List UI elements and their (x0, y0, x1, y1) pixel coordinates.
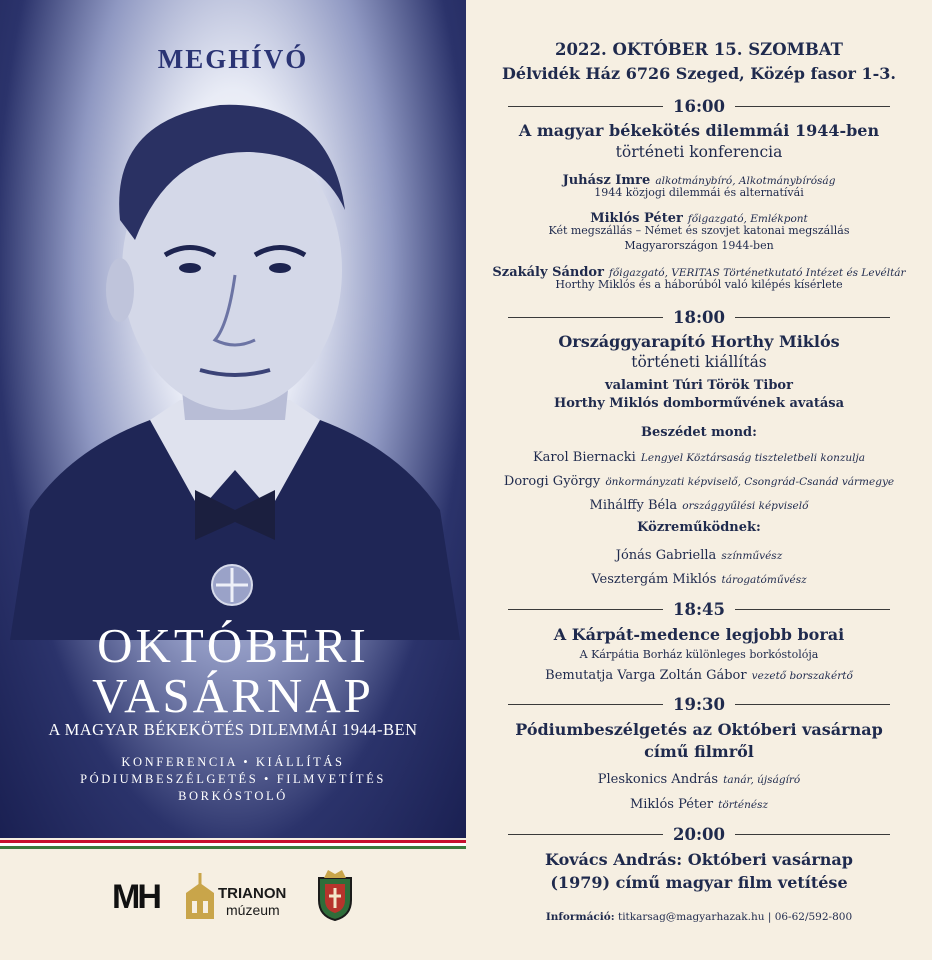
time-1930: 19:30 (673, 694, 726, 714)
topic-szakaly: Horthy Miklós és a háborúból való kilépés kísérlete (555, 278, 843, 291)
time-2000: 20:00 (673, 824, 726, 844)
contributors-heading: Közreműködnek: (637, 520, 761, 535)
speaker-dorogi: Dorogi György önkormányzati képviselő, Csongrád-Csanád vármegye (503, 474, 895, 489)
exhibition-title: Országgyarapító Horthy Miklós (558, 332, 840, 351)
relief-line2: Horthy Miklós domborművének avatása (553, 396, 845, 411)
topic-miklos-line2: Magyarországon 1944-ben (624, 239, 774, 252)
muzeum-logo-text: múzeum (226, 902, 280, 918)
trianon-logo-text: TRIANON (218, 885, 287, 902)
portrait-illustration (0, 40, 466, 640)
poster-subtitle: A MAGYAR BÉKEKÖTÉS DILEMMÁI 1944-BEN (48, 720, 418, 739)
time-divider-1800 (508, 306, 890, 328)
speaker-biernacki: Karol Biernacki Lengyel Köztársaság tiszteletbeli konzulja (532, 450, 866, 465)
contributor-jonas: Jónás Gabriella színművész (615, 548, 783, 563)
time-divider-1845 (508, 598, 890, 620)
panel-title-line1: Pódiumbeszélgetés az Októberi vasárnap (515, 720, 883, 739)
panel-title-line2: című filmről (644, 742, 754, 761)
wine-presenter: Bemutatja Varga Zoltán Gábor vezető borszakértő (545, 668, 853, 683)
info-label: Információ: (545, 911, 615, 923)
wine-title: A Kárpát-medence legjobb borai (553, 625, 845, 644)
flag-stripe-green (0, 846, 466, 849)
time-divider-2000 (508, 823, 890, 845)
time-divider-1930 (508, 693, 890, 715)
speaker-miklos: Miklós Péter főigazgató, Emlékpont (590, 211, 808, 226)
program-panel (466, 0, 932, 960)
panelist-pleskonics: Pleskonics András tanár, újságíró (597, 772, 801, 787)
panelist-miklos: Miklós Péter történész (629, 797, 769, 812)
topic-miklos-line1: Két megszállás – Német és szovjet katonai megszállás (548, 224, 850, 237)
wine-line1: A Kárpátia Borház különleges borkóstolója (579, 648, 819, 661)
contact-info (466, 911, 932, 923)
info-text[interactable]: titkarsag@magyarhazak.hu | 06-62/592-800 (617, 911, 853, 923)
poster (0, 0, 466, 838)
speech-heading: Beszédet mond: (641, 425, 757, 440)
film-title-line1: Kovács András: Októberi vasárnap (545, 850, 853, 869)
poster-events-line3: BORKÓSTOLÓ (178, 789, 288, 803)
event-venue: Délvidék Ház 6726 Szeged, Közép fasor 1-3. (502, 64, 896, 83)
poster-events-line1: KONFERENCIA • KIÁLLÍTÁS (121, 755, 345, 769)
relief-line1: valamint Túri Török Tibor (605, 378, 793, 393)
speaker-szakaly: Szakály Sándor főigazgató, VERITAS Történetkutató Intézet és Levéltár (492, 265, 906, 280)
exhibition-subtitle: történeti kiállítás (631, 353, 767, 371)
poster-title-line2: VASÁRNAP (92, 668, 374, 723)
event-date: 2022. OKTÓBER 15. SZOMBAT (555, 40, 843, 59)
time-1600: 16:00 (673, 96, 726, 116)
coat-of-arms-icon (316, 868, 354, 922)
conference-subtitle: történeti konferencia (615, 143, 783, 161)
mh-logo: MH (112, 878, 159, 916)
time-divider-1600 (508, 95, 890, 117)
time-1845: 18:45 (673, 599, 726, 619)
film-title-line2: (1979) című magyar film vetítése (550, 873, 848, 892)
poster-events-line2: PÓDIUMBESZÉLGETÉS • FILMVETÍTÉS (80, 772, 386, 786)
time-1800: 18:00 (673, 307, 726, 327)
conference-title: A magyar békekötés dilemmái 1944-ben (518, 121, 880, 140)
poster-title-line1: OKTÓBERI (97, 618, 369, 673)
invite-label: MEGHÍVÓ (157, 44, 309, 74)
speaker-juhasz: Juhász Imre alkotmánybíró, Alkotmánybíróság (562, 173, 836, 188)
topic-juhasz: 1944 közjogi dilemmái és alternatívái (594, 186, 804, 199)
speaker-mihalffy: Mihálffy Béla országgyűlési képviselő (589, 498, 809, 513)
contributor-vesztergam: Vesztergám Miklós tárogatóművész (591, 572, 807, 587)
